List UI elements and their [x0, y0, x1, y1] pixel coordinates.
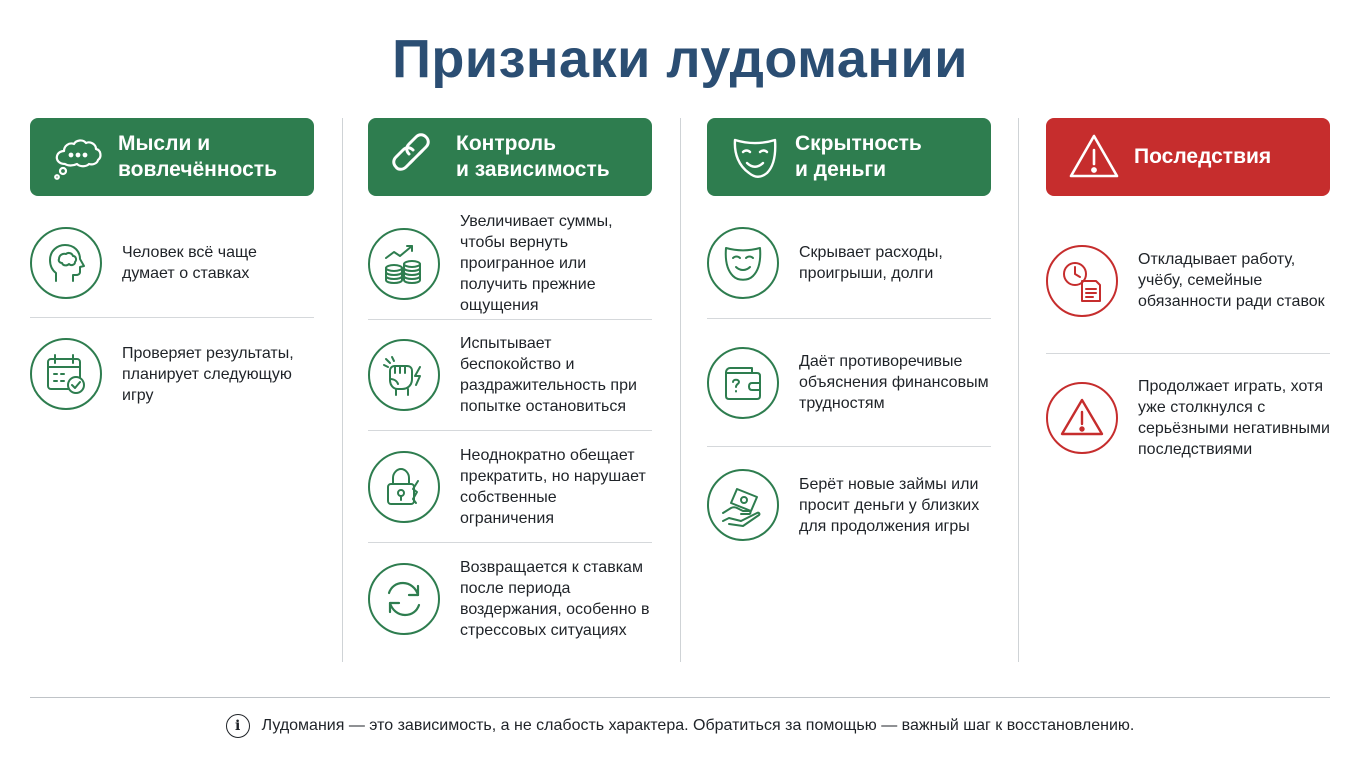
column-consequences [1046, 118, 1330, 482]
list-item [1046, 354, 1330, 482]
thought-bubble-icon [50, 129, 106, 185]
column-header [30, 118, 314, 196]
mask-icon [707, 227, 779, 299]
column-title: Мысли и вовлечённость [118, 132, 277, 181]
list-item [30, 318, 314, 430]
list-item [368, 320, 652, 431]
item-text: Возвращается к ставкам после периода воздержания, особенно в стрессовых ситуациях [460, 558, 650, 639]
list-item [368, 431, 652, 543]
calendar-check-icon [30, 338, 102, 410]
item-text: Откладывает работу, учёбу, семейные обязанности ради ставок [1138, 251, 1325, 310]
item-text: Испытывает беспокойство и раздражительность при попытке остановиться [460, 335, 637, 415]
column-secrecy [707, 118, 991, 563]
item-text: Берёт новые займы или просит деньги у близких для продолжения игры [799, 475, 980, 535]
item-text: Человек всё чаще думает о ставках [122, 243, 257, 282]
item-text: Проверяет результаты, планирует следующую игру [122, 344, 294, 404]
list-item [30, 208, 314, 318]
column-thoughts [30, 118, 314, 430]
column-title: Последствия [1134, 145, 1272, 168]
broken-lock-icon [368, 451, 440, 523]
warning-triangle-icon [1046, 382, 1118, 454]
column-divider [342, 118, 343, 662]
column-header [707, 118, 991, 196]
coins-growth-icon [368, 228, 440, 300]
footer-text: Лудомания — это зависимость, а не слабость характера. Обратиться за помощью — важный шаг к восстановлению. [261, 717, 1135, 734]
item-text: Неоднократно обещает прекратить, но нарушает собственные ограничения [460, 446, 646, 527]
column-header [1046, 118, 1330, 196]
item-text: Увеличивает суммы, чтобы вернуть проигранное или получить прежние ощущения [460, 213, 613, 314]
mask-icon [727, 129, 783, 185]
column-divider [1018, 118, 1019, 662]
info-icon: i [226, 714, 250, 738]
refresh-cycle-icon [368, 563, 440, 635]
list-item [707, 319, 991, 447]
chain-link-icon [388, 129, 444, 185]
list-item [707, 447, 991, 563]
item-text: Даёт противоречивые объяснения финансовым трудностям [799, 353, 989, 412]
page-title: Признаки лудомании [392, 29, 968, 89]
list-item [1046, 208, 1330, 354]
head-thought-icon [30, 227, 102, 299]
fist-lightning-icon [368, 339, 440, 411]
warning-triangle-icon [1066, 129, 1122, 185]
wallet-question-icon [707, 347, 779, 419]
column-title: Скрытность и деньги [795, 132, 922, 181]
column-header [368, 118, 652, 196]
footer-note [0, 714, 1360, 738]
item-text: Скрывает расходы, проигрыши, долги [799, 244, 943, 282]
hand-money-icon [707, 469, 779, 541]
item-text: Продолжает играть, хотя уже столкнулся с серьёзными негативными последствиями [1138, 378, 1330, 458]
column-title: Контроль и зависимость [456, 132, 610, 181]
list-item [368, 208, 652, 320]
column-control [368, 118, 652, 654]
clock-document-icon [1046, 245, 1118, 317]
list-item [707, 208, 991, 319]
column-divider [680, 118, 681, 662]
footer-divider [30, 697, 1330, 698]
list-item [368, 543, 652, 654]
